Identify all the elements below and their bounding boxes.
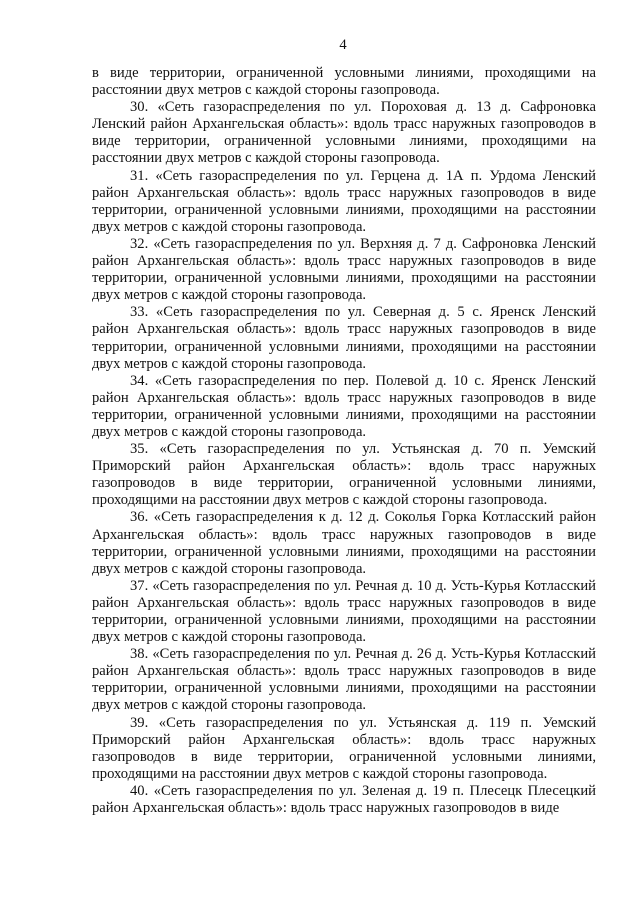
document-body (92, 65, 596, 817)
paragraph: 31. «Сеть газораспределения по ул. Герцена д. 1А п. Урдома Ленский район Архангельская область»: вдоль трасс наружных газопроводов в виде территории, ограниченной условными линиями, проходящими на расстоянии двух метров с каждой стороны газопровода. (92, 167, 596, 235)
paragraph: 39. «Сеть газораспределения по ул. Устьянская д. 119 п. Уемский Приморский район Архангельская область»: вдоль трасс наружных газопроводов в виде территории, ограниченной условными линиями, проходящими на расстоянии двух метров с каждой стороны газопровода. (92, 714, 596, 782)
paragraph: 36. «Сеть газораспределения к д. 12 д. Соколья Горка Котласский район Архангельская область»: вдоль трасс наружных газопроводов в виде территории, ограниченной условными линиями, проходящими на расстоянии двух метров с каждой стороны газопровода. (92, 509, 596, 577)
page-number: 4 (339, 37, 347, 53)
paragraph: в виде территории, ограниченной условными линиями, проходящими на расстоянии двух метров с каждой стороны газопровода. (92, 65, 596, 99)
paragraph: 37. «Сеть газораспределения по ул. Речная д. 10 д. Усть-Курья Котласский район Архангельская область»: вдоль трасс наружных газопроводов в виде территории, ограниченной условными линиями, проходящими на расстоянии двух метров с каждой стороны газопровода. (92, 577, 596, 646)
paragraph: 34. «Сеть газораспределения по пер. Полевой д. 10 с. Яренск Ленский район Архангельская область»: вдоль трасс наружных газопроводов в виде территории, ограниченной условными линиями, проходящими на расстоянии двух метров с каждой стороны газопровода. (92, 372, 596, 440)
paragraph: 35. «Сеть газораспределения по ул. Устьянская д. 70 п. Уемский Приморский район Архангельская область»: вдоль трасс наружных газопроводов в виде территории, ограниченной условными линиями, проходящими на расстоянии двух метров с каждой стороны газопровода. (92, 441, 596, 509)
paragraph: 40. «Сеть газораспределения по ул. Зеленая д. 19 п. Плесецк Плесецкий район Архангельская область»: вдоль трасс наружных газопроводов в виде (92, 782, 596, 817)
paragraph: 33. «Сеть газораспределения по ул. Северная д. 5 с. Яренск Ленский район Архангельская область»: вдоль трасс наружных газопроводов в виде территории, ограниченной условными линиями, проходящими на расстоянии двух метров с каждой стороны газопровода. (92, 304, 596, 372)
paragraph: 32. «Сеть газораспределения по ул. Верхняя д. 7 д. Сафроновка Ленский район Архангельская область»: вдоль трасс наружных газопроводов в виде территории, ограниченной условными линиями, проходящими на расстоянии двух метров с каждой стороны газопровода. (92, 235, 596, 304)
paragraph: 30. «Сеть газораспределения по ул. Пороховая д. 13 д. Сафроновка Ленский район Архангельская область»: вдоль трасс наружных газопроводов в виде территории, ограниченной условными линиями, проходящими на расстоянии двух метров с каждой стороны газопровода. (92, 99, 596, 167)
paragraph: 38. «Сеть газораспределения по ул. Речная д. 26 д. Усть-Курья Котласский район Архангельская область»: вдоль трасс наружных газопроводов в виде территории, ограниченной условными линиями, проходящими на расстоянии двух метров с каждой стороны газопровода. (92, 646, 596, 714)
